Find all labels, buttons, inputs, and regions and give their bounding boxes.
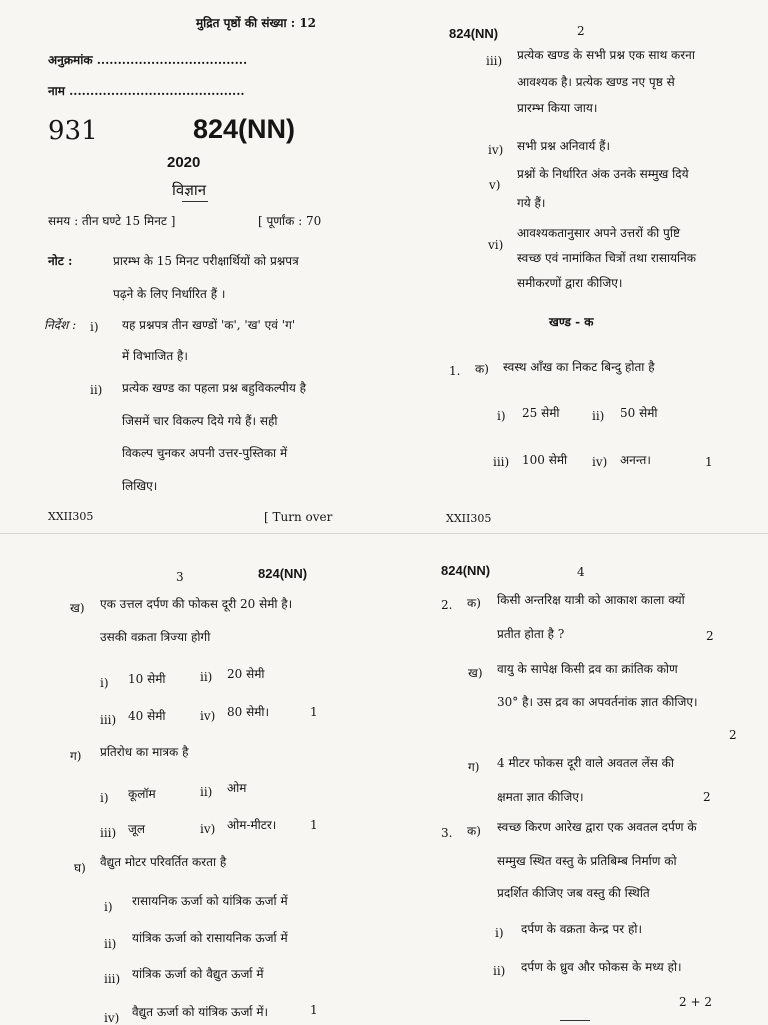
exam-time: समय : तीन घण्टे 15 मिनट ] <box>48 214 176 228</box>
q1-gh-option-3-number: iii) <box>104 972 121 986</box>
q1-kh-option-2-number: ii) <box>200 670 213 684</box>
page-3-number: 3 <box>176 570 184 584</box>
page-1-footer-code: XXII305 <box>48 510 94 523</box>
page-4-number: 4 <box>577 565 585 579</box>
instruction-iii-line-1: प्रत्येक खण्ड के सभी प्रश्न एक साथ करना <box>517 48 695 62</box>
note-label: नोट : <box>48 254 73 268</box>
q2-kh-mark: 2 <box>729 728 737 742</box>
instruction-ii-line-2: जिसमें चार विकल्प दिये गये हैं। सही <box>122 414 278 428</box>
instruction-iii-line-2: आवश्यक है। प्रत्येक खण्ड नए पृष्ठ से <box>517 75 675 89</box>
q1-kh-option-1: 10 सेमी <box>128 672 166 686</box>
instruction-ii-line-3: विकल्प चुनकर अपनी उत्तर-पुस्तिका में <box>122 446 288 460</box>
subject-underline <box>182 201 208 202</box>
q1-option-4: अनन्त। <box>620 453 651 467</box>
q1-g-option-4-number: iv) <box>200 822 216 836</box>
q2-kh-line-1: वायु के सापेक्ष किसी द्रव का क्रांतिक कोण <box>497 662 678 676</box>
q3-mark: 2 + 2 <box>679 995 712 1009</box>
instruction-v-line-1: प्रश्नों के निर्धारित अंक उनके सम्मुख दिये <box>517 167 689 181</box>
q1-kh-line-1: एक उत्तल दर्पण की फोकस दूरी 20 सेमी है। <box>100 597 293 611</box>
instruction-vi-line-3: समीकरणों द्वारा कीजिए। <box>517 276 623 290</box>
q1-option-3-number: iii) <box>493 455 510 469</box>
q1-gh-option-1-number: i) <box>104 900 113 914</box>
note-line-2: पढ़ने के लिए निर्धारित हैं । <box>113 287 226 301</box>
page-divider <box>0 533 768 534</box>
q2-kh-line-2: 30° है। उस द्रव का अपवर्तनांक ज्ञात कीजिए। <box>497 695 698 709</box>
instruction-v-number: v) <box>489 178 501 192</box>
turn-over-label: [ Turn over <box>264 510 333 524</box>
q1-gh-option-1: रासायनिक ऊर्जा को यांत्रिक ऊर्जा में <box>132 894 288 908</box>
q3-number: 3. <box>441 826 453 840</box>
q3-option-1-number: i) <box>495 926 504 940</box>
q3-option-2: दर्पण के ध्रुव और फोकस के मध्य हो। <box>521 960 682 974</box>
q1-g-option-4: ओम-मीटर। <box>227 818 277 832</box>
q1-gh-label: घ) <box>74 861 86 875</box>
q1-kh-label: ख) <box>70 601 85 615</box>
q2-k-line-1: किसी अन्तरिक्ष यात्री को आकाश काला क्यों <box>497 593 685 607</box>
q1-option-2-number: ii) <box>592 409 605 423</box>
instruction-i-line-1: यह प्रश्नपत्र तीन खण्डों 'क', 'ख' एवं 'ग' <box>122 318 296 332</box>
q1-g-option-2: ओम <box>227 781 247 795</box>
q2-g-line-2: क्षमता ज्ञात कीजिए। <box>497 790 584 804</box>
q1-option-1: 25 सेमी <box>522 406 560 420</box>
q1-option-4-number: iv) <box>592 455 608 469</box>
instruction-i-line-2: में विभाजित है। <box>122 349 188 363</box>
instruction-i-number: i) <box>90 320 99 334</box>
roll-number-label: अनुक्रमांक .................................... <box>48 53 248 67</box>
page-2-code: 824(NN) <box>449 26 499 41</box>
q3-line-2: सम्मुख स्थित वस्तु के प्रतिबिम्ब निर्माण को <box>497 854 677 868</box>
instruction-vi-line-2: स्वच्छ एवं नामांकित चित्रों तथा रासायनिक <box>517 251 697 265</box>
printed-pages: मुद्रित पृष्ठों की संख्या : 12 <box>196 16 317 30</box>
q3-line-1: स्वच्छ किरण आरेख द्वारा एक अवतल दर्पण के <box>497 820 697 834</box>
q1-gh-option-2-number: ii) <box>104 937 117 951</box>
q1-g-option-1: कूलॉम <box>128 787 156 801</box>
q1-option-2: 50 सेमी <box>620 406 658 420</box>
q1-g-option-3: जूल <box>128 822 146 836</box>
q2-k-mark: 2 <box>706 629 714 643</box>
instruction-vi-line-1: आवश्यकतानुसार अपने उत्तरों की पुष्टि <box>517 226 680 240</box>
q1-option-1-number: i) <box>497 409 506 423</box>
q1-g-option-2-number: ii) <box>200 785 213 799</box>
q2-g-label: ग) <box>468 760 480 774</box>
instruction-v-line-2: गये हैं। <box>517 196 546 210</box>
q1-gh-option-3: यांत्रिक ऊर्जा को वैद्युत ऊर्जा में <box>132 967 264 981</box>
name-label: नाम .......................................... <box>48 84 245 98</box>
q2-g-mark: 2 <box>703 790 711 804</box>
q1-kh-line-2: उसकी वक्रता त्रिज्या होगी <box>100 630 211 644</box>
instruction-vi-number: vi) <box>488 238 504 252</box>
q2-kh-label: ख) <box>468 666 483 680</box>
q1-g-option-3-number: iii) <box>100 826 117 840</box>
q1-text: स्वस्थ आँख का निकट बिन्दु होता है <box>503 360 655 374</box>
q2-k-line-2: प्रतीत होता है ? <box>497 627 565 641</box>
instruction-iii-line-3: प्रारम्भ किया जाय। <box>517 101 598 115</box>
q3-k-label: क) <box>467 824 481 838</box>
q1-gh-line-1: वैद्युत मोटर परिवर्तित करता है <box>100 855 227 869</box>
paper-code: 824(NN) <box>193 114 296 144</box>
note-line-1: प्रारम्भ के 15 मिनट परीक्षार्थियों को प्रश्नपत्र <box>113 254 299 268</box>
q1-number: 1. <box>449 364 461 378</box>
instruction-iii-number: iii) <box>486 54 503 68</box>
q1-gh-option-4: वैद्युत ऊर्जा को यांत्रिक ऊर्जा में। <box>132 1005 269 1019</box>
q1-kh-option-4: 80 सेमी। <box>227 705 270 719</box>
q1-kh-option-1-number: i) <box>100 676 109 690</box>
page-3-code: 824(NN) <box>258 566 308 581</box>
subject-title: विज्ञान <box>172 181 207 199</box>
q1-g-mark: 1 <box>310 818 318 832</box>
instruction-ii-line-4: लिखिए। <box>122 479 158 493</box>
q1-mark: 1 <box>705 455 713 469</box>
q1-part-label: क) <box>475 362 489 376</box>
q1-kh-option-2: 20 सेमी <box>227 667 265 681</box>
q3-option-1: दर्पण के वक्रता केन्द्र पर हो। <box>521 922 643 936</box>
q3-option-2-number: ii) <box>493 964 506 978</box>
instructions-label: निर्देश : <box>44 318 77 332</box>
max-marks: [ पूर्णांक : 70 <box>258 214 322 228</box>
q1-gh-mark: 1 <box>310 1003 318 1017</box>
q2-k-label: क) <box>467 596 481 610</box>
page-2-number: 2 <box>577 24 585 38</box>
exam-year: 2020 <box>167 154 201 171</box>
q2-g-line-1: 4 मीटर फोकस दूरी वाले अवतल लेंस की <box>497 756 674 770</box>
q1-g-option-1-number: i) <box>100 791 109 805</box>
page-2-footer-code: XXII305 <box>446 512 492 525</box>
instruction-iv-number: iv) <box>488 143 504 157</box>
q1-kh-option-4-number: iv) <box>200 709 216 723</box>
page-4-code: 824(NN) <box>441 563 491 578</box>
instruction-ii-number: ii) <box>90 383 103 397</box>
page-4-end-rule <box>560 1020 590 1021</box>
q3-line-3: प्रदर्शित कीजिए जब वस्तु की स्थिति <box>497 886 650 900</box>
section-heading: खण्ड - क <box>549 315 594 329</box>
q1-gh-option-2: यांत्रिक ऊर्जा को रासायनिक ऊर्जा में <box>132 931 288 945</box>
paper-number: 931 <box>48 116 98 146</box>
q1-kh-option-3-number: iii) <box>100 713 117 727</box>
q2-number: 2. <box>441 598 453 612</box>
instruction-ii-line-1: प्रत्येक खण्ड का पहला प्रश्न बहुविकल्पीय है <box>122 381 306 395</box>
q1-gh-option-4-number: iv) <box>104 1011 120 1025</box>
q1-option-3: 100 सेमी <box>522 453 568 467</box>
q1-g-label: ग) <box>70 749 82 763</box>
q1-kh-option-3: 40 सेमी <box>128 709 166 723</box>
instruction-iv-line-1: सभी प्रश्न अनिवार्य हैं। <box>517 139 611 153</box>
q1-kh-mark: 1 <box>310 705 318 719</box>
q1-g-line-1: प्रतिरोध का मात्रक है <box>100 745 189 759</box>
